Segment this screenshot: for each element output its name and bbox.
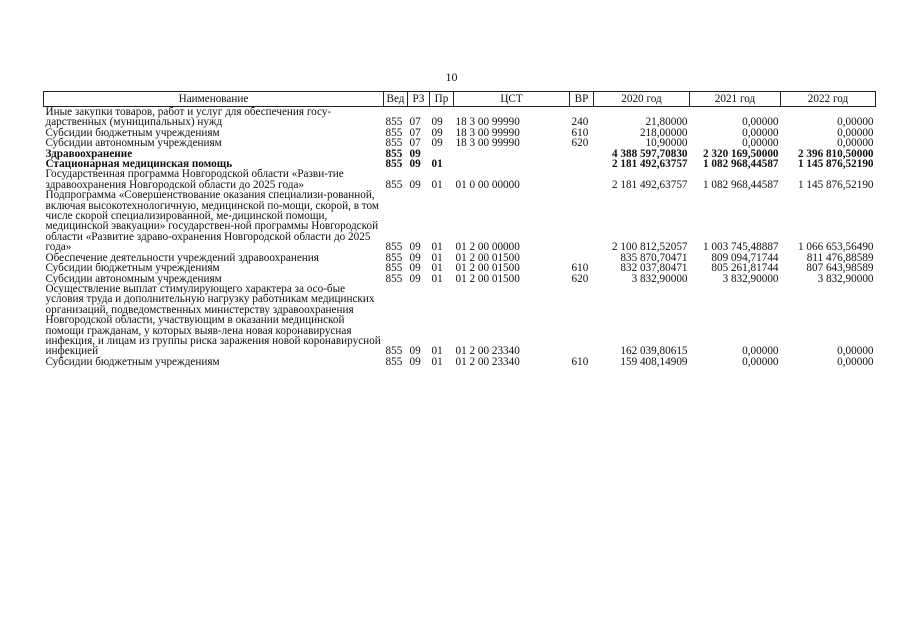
cell-y2020: 4 388 597,70830 (611, 147, 688, 160)
cell-y2022: 1 066 653,56490 (797, 241, 874, 254)
cell-pr: 01 (431, 241, 443, 254)
cell-y2022: 1 145 876,52190 (797, 158, 874, 171)
table-row (44, 190, 876, 252)
cell-cst: 01 2 00 01500 (455, 272, 520, 285)
table-row (44, 284, 876, 357)
cell-name: Обеспечение деятельности учреждений здравоохранения (45, 251, 319, 264)
cell-pr: 09 (431, 116, 443, 129)
page-number: 10 (445, 70, 458, 84)
cell-name: Государственная программа Новгородской области «Разви-тие здравоохранения Новгородской области до 2025 года» (45, 168, 344, 191)
cell-cst: 01 2 00 23340 (455, 355, 520, 368)
cell-vr (570, 284, 594, 357)
cell-y2021: 1 003 745,48887 (702, 241, 779, 254)
table-row (44, 263, 876, 273)
cell-y2022: 2 396 810,50000 (797, 147, 874, 160)
cell-vr (570, 169, 594, 190)
cell-y2022: 811 476,88589 (806, 251, 874, 264)
cell-vr: 610 (571, 126, 589, 139)
cell-y2020: 3 832,90000 (631, 272, 688, 285)
cell-ved: 855 (385, 345, 403, 358)
cell-y2021: 0,00000 (742, 126, 779, 139)
cell-name: Субсидии автономным учреждениям (45, 272, 222, 285)
cell-ved: 855 (385, 158, 403, 171)
cell-vr: 240 (571, 116, 589, 129)
cell-y2022: 0,00000 (837, 345, 874, 358)
cell-vr: 610 (571, 355, 589, 368)
cell-cst: 01 2 00 00000 (455, 241, 520, 254)
cell-rz: 07 (409, 137, 421, 150)
col-header-2020: 2020 год (594, 92, 690, 107)
cell-rz: 09 (409, 272, 421, 285)
cell-cst: 18 3 00 99990 (455, 126, 520, 139)
cell-rz: 09 (409, 345, 421, 358)
cell-cst: 18 3 00 99990 (455, 137, 520, 150)
cell-cst (454, 149, 570, 159)
cell-name: Осуществление выплат стимулирующего характера за осо-бые условия труда и дополнительную нагрузку работникам медицинских организаций, подведомственных министерству здравоохранения Новгородской области, участвующим в оказании медицинской помощи гражданам, у которых выяв-лена новая коронавирусная инфекция, и лицам из группы риска заражения новой коронавирусной инфекцией (45, 282, 381, 358)
cell-vr (570, 159, 594, 169)
cell-y2020: 2 100 812,52057 (611, 241, 688, 254)
cell-rz: 09 (409, 251, 421, 264)
cell-name: Стационарная медицинская помощь (45, 158, 233, 171)
cell-rz: 07 (409, 116, 421, 129)
cell-pr: 09 (431, 137, 443, 150)
col-header-rz: РЗ (408, 92, 430, 107)
cell-ved: 855 (385, 147, 403, 160)
cell-cst: 01 2 00 01500 (455, 262, 520, 275)
cell-name: Субсидии бюджетным учреждениям (45, 355, 220, 368)
cell-rz: 09 (409, 158, 421, 171)
cell-rz: 07 (409, 126, 421, 139)
cell-y2021: 0,00000 (742, 355, 779, 368)
cell-ved: 855 (385, 241, 403, 254)
cell-pr: 01 (431, 355, 443, 368)
cell-y2020: 832 037,80471 (620, 262, 688, 275)
cell-vr (570, 149, 594, 159)
cell-rz: 09 (409, 262, 421, 275)
cell-rz: 09 (409, 355, 421, 368)
cell-vr: 620 (571, 272, 589, 285)
cell-y2020: 10,90000 (645, 137, 688, 150)
cell-ved: 855 (385, 262, 403, 275)
cell-y2021: 1 082 968,44587 (702, 158, 779, 171)
cell-ved: 855 (385, 116, 403, 129)
cell-rz: 09 (409, 178, 421, 191)
cell-name: Субсидии автономным учреждениям (45, 137, 222, 150)
cell-vr: 610 (571, 262, 589, 275)
cell-cst: 18 3 00 99990 (455, 116, 520, 129)
cell-y2021: 809 094,71744 (711, 251, 779, 264)
cell-y2021: 2 320 169,50000 (702, 147, 779, 160)
cell-vr: 620 (571, 137, 589, 150)
cell-cst (454, 159, 570, 169)
col-header-pr: Пр (430, 92, 454, 107)
table-row (44, 169, 876, 190)
cell-y2022: 1 145 876,52190 (797, 178, 874, 191)
cell-y2022: 807 643,98589 (806, 262, 874, 275)
cell-y2020: 2 181 492,63757 (611, 178, 688, 191)
cell-pr: 01 (431, 178, 443, 191)
col-header-2022: 2022 год (781, 92, 876, 107)
cell-y2020: 835 870,70471 (620, 251, 688, 264)
cell-pr: 01 (431, 251, 443, 264)
cell-y2021: 3 832,90000 (722, 272, 779, 285)
cell-y2022: 0,00000 (837, 116, 874, 129)
cell-cst: 01 0 00 00000 (455, 178, 520, 191)
col-header-name: Наименование (44, 92, 384, 107)
col-header-2021: 2021 год (690, 92, 781, 107)
table-row (44, 107, 876, 128)
budget-table (43, 91, 876, 367)
cell-y2021: 0,00000 (742, 345, 779, 358)
cell-ved: 855 (385, 355, 403, 368)
cell-name: Здравоохранение (45, 147, 133, 160)
cell-pr: 01 (431, 262, 443, 275)
cell-pr: 09 (431, 126, 443, 139)
col-header-vr: ВР (570, 92, 594, 107)
cell-y2022: 0,00000 (837, 355, 874, 368)
cell-pr: 01 (431, 158, 443, 171)
table-header-row (44, 92, 876, 107)
cell-ved: 855 (385, 126, 403, 139)
cell-ved: 855 (385, 272, 403, 285)
cell-y2020: 2 181 492,63757 (611, 158, 688, 171)
cell-y2020: 162 039,80615 (620, 345, 688, 358)
cell-y2022: 0,00000 (837, 137, 874, 150)
cell-name: Иные закупки товаров, работ и услуг для обеспечения госу-дарственных (муниципальных) нужд (45, 106, 332, 129)
cell-ved: 855 (385, 137, 403, 150)
cell-y2022: 3 832,90000 (817, 272, 874, 285)
cell-y2022: 0,00000 (837, 126, 874, 139)
cell-y2021: 805 261,81744 (711, 262, 779, 275)
cell-name: Подпрограмма «Совершенствование оказания специализи-рованной, включая высокотехнологичную, медицинской по-мощи, скорой, в том числе скорой специализированной, ме-дицинской помощи, медицинской эвакуации» государствен-ной программы Новгородской области «Развитие здраво-охранения Новгородской области до 2025 года» (45, 189, 379, 254)
cell-rz: 09 (409, 241, 421, 254)
cell-y2020: 218,00000 (639, 126, 688, 139)
cell-ved: 855 (385, 251, 403, 264)
cell-y2020: 21,80000 (645, 116, 688, 129)
cell-pr: 01 (431, 345, 443, 358)
table-row (44, 357, 876, 367)
col-header-cst: ЦСТ (454, 92, 570, 107)
cell-y2021: 1 082 968,44587 (702, 178, 779, 191)
cell-cst: 01 2 00 01500 (455, 251, 520, 264)
cell-ved: 855 (385, 178, 403, 191)
cell-pr: 01 (431, 272, 443, 285)
cell-cst: 01 2 00 23340 (455, 345, 520, 358)
cell-rz: 09 (409, 147, 421, 160)
cell-y2021: 0,00000 (742, 137, 779, 150)
cell-name: Субсидии бюджетным учреждениям (45, 262, 220, 275)
col-header-ved: Вед (384, 92, 408, 107)
cell-name: Субсидии бюджетным учреждениям (45, 126, 220, 139)
cell-vr (570, 190, 594, 252)
cell-y2021: 0,00000 (742, 116, 779, 129)
cell-y2020: 159 408,14909 (620, 355, 688, 368)
